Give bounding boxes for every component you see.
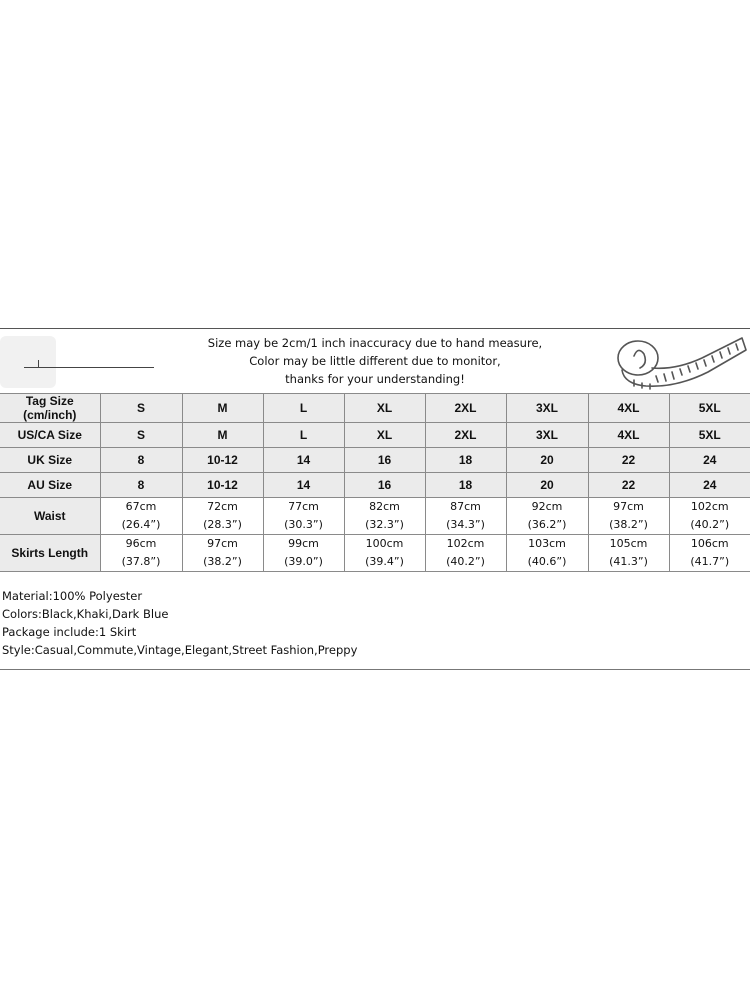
cm-value: 96cm [125,537,157,550]
inch-value: (30.3”) [284,518,323,531]
table-cell: 14 [263,448,344,473]
measure-cell [182,498,263,535]
table-row-au-size [0,473,750,498]
row-label: UK Size [0,448,100,473]
table-cell: 20 [506,473,588,498]
table-cell: 4XL [588,423,669,448]
table-row-tag-size [0,394,750,423]
notice-line: thanks for your understanding! [285,372,465,386]
spec-style: Style:Casual,Commute,Vintage,Elegant,Street Fashion,Preppy [2,643,358,657]
decorative-tick [38,360,39,367]
table-cell: 20 [506,448,588,473]
measure-cell [669,498,750,535]
inch-value: (41.3”) [609,555,648,568]
inch-value: (37.8”) [121,555,161,568]
inch-value: (41.7”) [690,555,730,568]
inch-value: (28.3”) [203,518,242,531]
table-cell: 24 [669,473,750,498]
cm-value: 103cm [528,537,566,550]
table-cell: 8 [100,448,182,473]
inch-value: (36.2”) [527,518,567,531]
inch-value: (39.0”) [284,555,323,568]
table-cell: 22 [588,473,669,498]
measure-cell [669,535,750,572]
measure-cell [263,498,344,535]
measurement-notice [150,334,600,388]
measure-cell [588,535,669,572]
table-cell: 16 [344,473,425,498]
cm-value: 97cm [613,500,644,513]
row-label: US/CA Size [0,423,100,448]
notice-line: Size may be 2cm/1 inch inaccuracy due to hand measure, [207,336,543,350]
measure-cell [182,535,263,572]
table-cell: L [263,423,344,448]
table-cell: 2XL [425,423,506,448]
decorative-smudge [0,336,56,388]
size-header-cell: 2XL [425,394,506,423]
row-label: Skirts Length [0,535,100,572]
spec-package: Package include:1 Skirt [2,625,137,639]
table-cell: 3XL [506,423,588,448]
size-header-cell: S [100,394,182,423]
product-specs [2,587,357,659]
table-cell: 24 [669,448,750,473]
cm-value: 105cm [609,537,648,550]
table-cell: XL [344,423,425,448]
size-header-cell: M [182,394,263,423]
table-row-waist [0,498,750,535]
measure-cell [344,498,425,535]
cm-value: 87cm [450,500,481,513]
table-row-us-ca-size [0,423,750,448]
size-chart-table [0,393,750,572]
tag-size-unit: (cm/inch) [23,408,77,422]
table-cell: 5XL [669,423,750,448]
table-cell: 16 [344,448,425,473]
inch-value: (40.6”) [527,555,567,568]
cm-value: 82cm [369,500,400,513]
size-header-cell: 3XL [506,394,588,423]
table-cell: 14 [263,473,344,498]
table-cell: 18 [425,448,506,473]
size-header-cell: L [263,394,344,423]
measure-cell [425,498,506,535]
top-divider [0,328,750,329]
table-cell: 10-12 [182,473,263,498]
cm-value: 77cm [288,500,319,513]
spec-material: Material:100% Polyester [2,589,143,603]
cm-value: 72cm [207,500,238,513]
cm-value: 102cm [690,500,729,513]
table-cell: S [100,423,182,448]
measure-cell [506,498,588,535]
row-label-tag-size [0,394,100,423]
table-row-skirts-length [0,535,750,572]
inch-value: (38.2”) [203,555,242,568]
row-label: AU Size [0,473,100,498]
inch-value: (34.3”) [446,518,485,531]
size-header-cell: XL [344,394,425,423]
measure-cell [100,498,182,535]
measuring-tape-icon [612,332,750,392]
table-cell: 8 [100,473,182,498]
cm-value: 97cm [207,537,238,550]
bottom-divider [0,669,750,670]
tag-size-label: Tag Size [25,394,74,408]
table-cell: 22 [588,448,669,473]
size-header-cell: 4XL [588,394,669,423]
cm-value: 99cm [288,537,319,550]
inch-value: (39.4”) [365,555,404,568]
measure-cell [100,535,182,572]
measure-cell [425,535,506,572]
table-cell: 10-12 [182,448,263,473]
measure-cell [263,535,344,572]
cm-value: 102cm [446,537,485,550]
cm-value: 100cm [365,537,404,550]
row-label: Waist [0,498,100,535]
cm-value: 92cm [531,500,563,513]
cm-value: 106cm [690,537,729,550]
inch-value: (40.2”) [446,555,485,568]
size-header-cell: 5XL [669,394,750,423]
inch-value: (38.2”) [609,518,648,531]
measure-cell [506,535,588,572]
inch-value: (26.4”) [121,518,161,531]
notice-line: Color may be little different due to monitor, [249,354,501,368]
table-row-uk-size [0,448,750,473]
inch-value: (40.2”) [690,518,730,531]
spec-colors: Colors:Black,Khaki,Dark Blue [2,607,169,621]
decorative-line [24,367,154,368]
measure-cell [344,535,425,572]
table-cell: 18 [425,473,506,498]
inch-value: (32.3”) [365,518,404,531]
cm-value: 67cm [125,500,157,513]
measure-cell [588,498,669,535]
table-cell: M [182,423,263,448]
